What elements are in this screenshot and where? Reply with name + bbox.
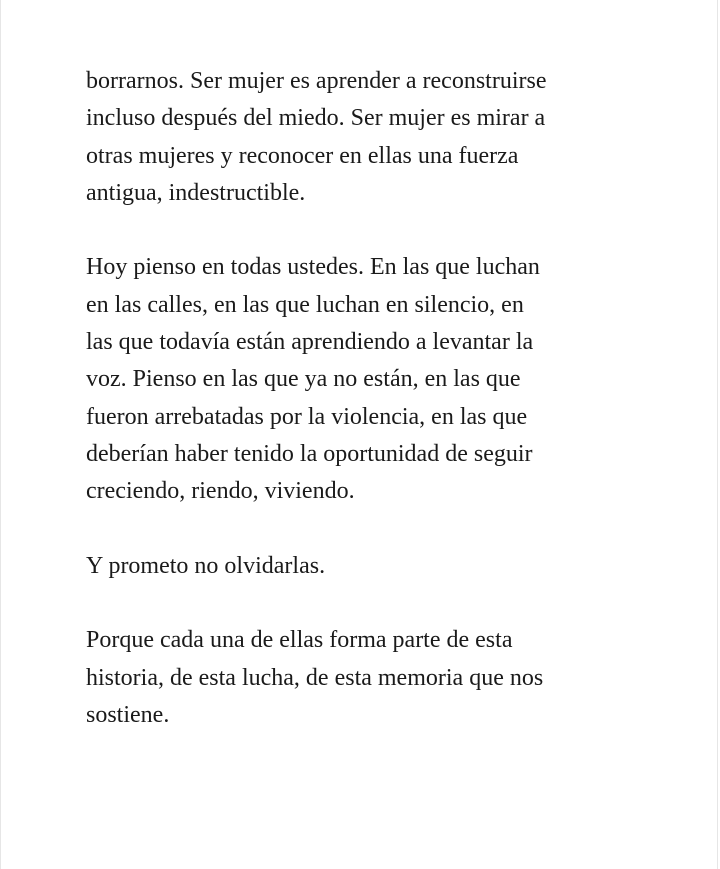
text-line: sostiene. — [86, 702, 170, 729]
text-line: otras mujeres y reconocer en ellas una fuerza — [86, 142, 519, 169]
text-line: fueron arrebatadas por la violencia, en las que — [86, 403, 528, 430]
text-line: creciendo, riendo, viviendo. — [86, 478, 355, 505]
text-line: voz. Pienso en las que ya no están, en las que — [86, 366, 521, 393]
text-line: borrarnos. Ser mujer es aprender a reconstruirse — [86, 68, 547, 94]
paragraph-3 — [86, 548, 646, 585]
text-line: Porque cada una de ellas forma parte de esta — [86, 627, 513, 654]
text-line: incluso después del miedo. Ser mujer es mirar a — [86, 105, 546, 132]
text-line: en las calles, en las que luchan en silencio, en — [86, 291, 524, 318]
paragraph-2 — [86, 249, 646, 510]
text-line: deberían haber tenido la oportunidad de seguir — [86, 440, 533, 467]
text-line: Y prometo no olvidarlas. — [86, 552, 326, 579]
text-line: historia, de esta lucha, de esta memoria que nos — [86, 664, 544, 691]
text-line: Hoy pienso en todas ustedes. En las que luchan — [86, 254, 540, 281]
paragraph-1 — [86, 63, 646, 212]
paragraph-4 — [86, 622, 646, 734]
text-line: antigua, indestructible. — [86, 179, 306, 206]
text-line: las que todavía están aprendiendo a levantar la — [86, 329, 534, 356]
document-body — [86, 63, 646, 772]
